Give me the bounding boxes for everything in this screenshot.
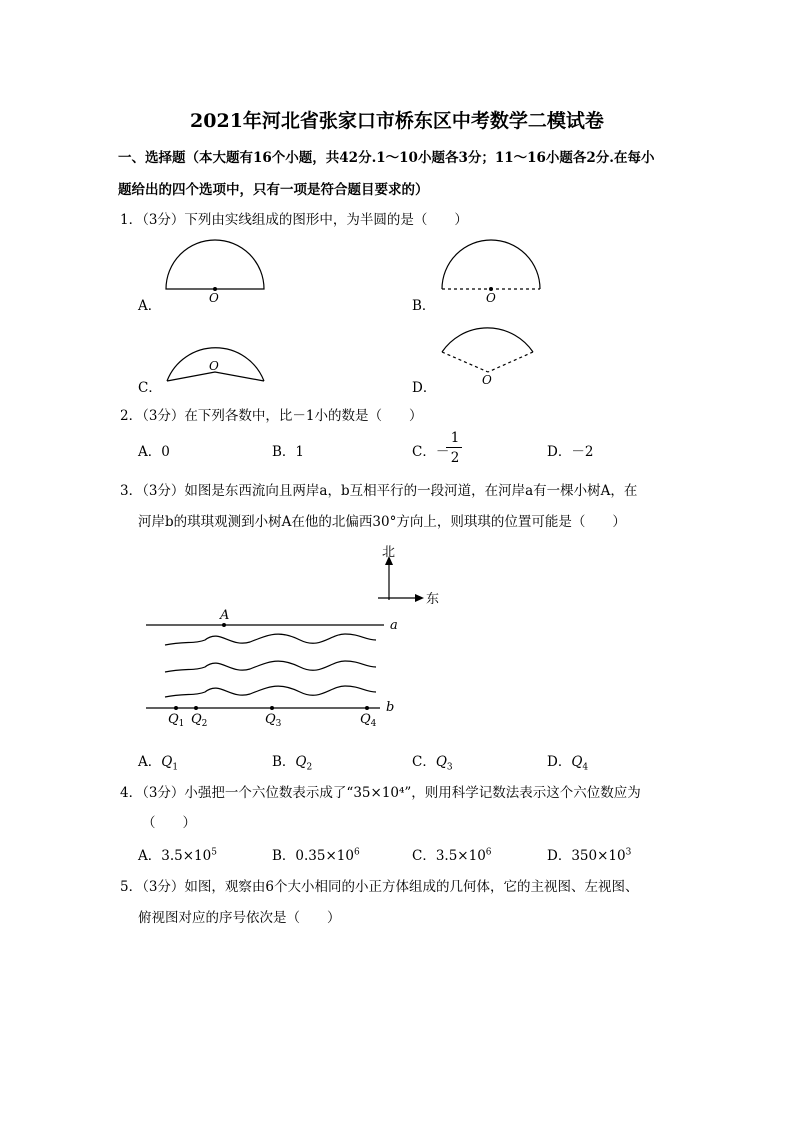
q3-option-a: A．$Q_1$ (138, 754, 179, 773)
q3-wave-1 (165, 634, 376, 645)
q3-option-b: B．$Q_2$ (272, 754, 313, 773)
q5-stem-line1: 5．（3分）如图，观察由6个大小相同的小正方体组成的几何体，它的主视图、左视图、 (120, 879, 639, 895)
page-title: 2021年河北省张家口市桥东区中考数学二模试卷 (190, 110, 604, 132)
east-arrow-icon (415, 594, 424, 602)
q1-option-c-label: C． (138, 380, 162, 396)
q1-figure-c (167, 348, 264, 381)
q1-stem: 1．（3分）下列由实线组成的图形中，为半圆的是（ ） (120, 212, 468, 228)
q1-c-center-label: O (209, 359, 219, 373)
q4-option-c: C．$3.5\times 10^6$ (412, 847, 492, 864)
q1-option-b-label: B． (412, 298, 436, 314)
q1-option-d-label: D． (412, 380, 437, 396)
q3-bank-b-label: b (386, 700, 395, 715)
q3-wave-3 (165, 686, 376, 697)
q3-point-q4-label: $Q_4$ (360, 712, 377, 729)
section-heading-line1: 一、选择题（本大题有16个小题，共42分.1～10小题各3分；11～16小题各2分.在每小 (118, 150, 655, 166)
q1-a-center-label: O (209, 291, 219, 305)
q2-option-c-denominator: 2 (450, 450, 460, 466)
q4-stem-line1: 4．（3分）小强把一个六位数表示成了“35×10⁴”，则用科学记数法表示这个六位数应为 (120, 785, 641, 801)
q2-stem: 2．（3分）在下列各数中，比－1小的数是（ ） (120, 408, 423, 424)
q3-east-label: 东 (426, 592, 440, 607)
q2-option-c-prefix: C．－ (412, 444, 450, 460)
section-heading-line2: 题给出的四个选项中，只有一项是符合题目要求的） (118, 182, 429, 198)
q3-point-q3-label: $Q_3$ (265, 712, 282, 729)
q1-figure-a (166, 240, 264, 305)
q2-option-c-numerator: 1 (450, 430, 460, 446)
q3-stem-line1: 3．（3分）如图是东西流向且两岸a，b互相平行的一段河道，在河岸a有一棵小树A，在 (120, 483, 638, 499)
q5-stem-line2: 俯视图对应的序号依次是（ ） (138, 910, 341, 926)
q1-figure-d (442, 328, 533, 387)
q2-option-a: A．0 (138, 444, 170, 460)
q3-bank-a-label: a (390, 618, 398, 633)
q3-point-q2-label: $Q_2$ (191, 712, 208, 729)
q4-option-d: D．$350\times 10^3$ (547, 847, 632, 864)
q3-river-figure (0, 530, 794, 740)
q3-wave-2 (165, 661, 376, 672)
q1-figures (0, 0, 794, 400)
q3-tree-point (222, 623, 226, 627)
q2-option-b: B．1 (272, 444, 305, 460)
q4-option-b: B．$0.35\times 10^6$ (272, 847, 360, 864)
q3-point-q1-label: $Q_1$ (168, 712, 185, 729)
q4-option-a: A．$3.5\times 10^5$ (138, 847, 217, 864)
q3-compass (378, 545, 439, 607)
q1-figure-b (442, 240, 540, 305)
q2-option-d: D．－2 (547, 444, 594, 460)
q3-north-label: 北 (382, 545, 396, 560)
q3-option-c: C．$Q_3$ (412, 754, 453, 773)
q1-d-center-label: O (482, 373, 492, 387)
q1-option-a-label: A． (138, 298, 162, 314)
q3-stem-line2: 河岸b的琪琪观测到小树A在他的北偏西30°方向上，则琪琪的位置可能是（ ） (138, 514, 626, 530)
q3-tree-label: A (220, 608, 230, 623)
q4-stem-line2: （ ） (142, 815, 196, 831)
q1-b-center-label: O (486, 291, 496, 305)
q3-option-d: D．$Q_4$ (547, 754, 589, 773)
q2-fraction-bar (446, 447, 462, 448)
